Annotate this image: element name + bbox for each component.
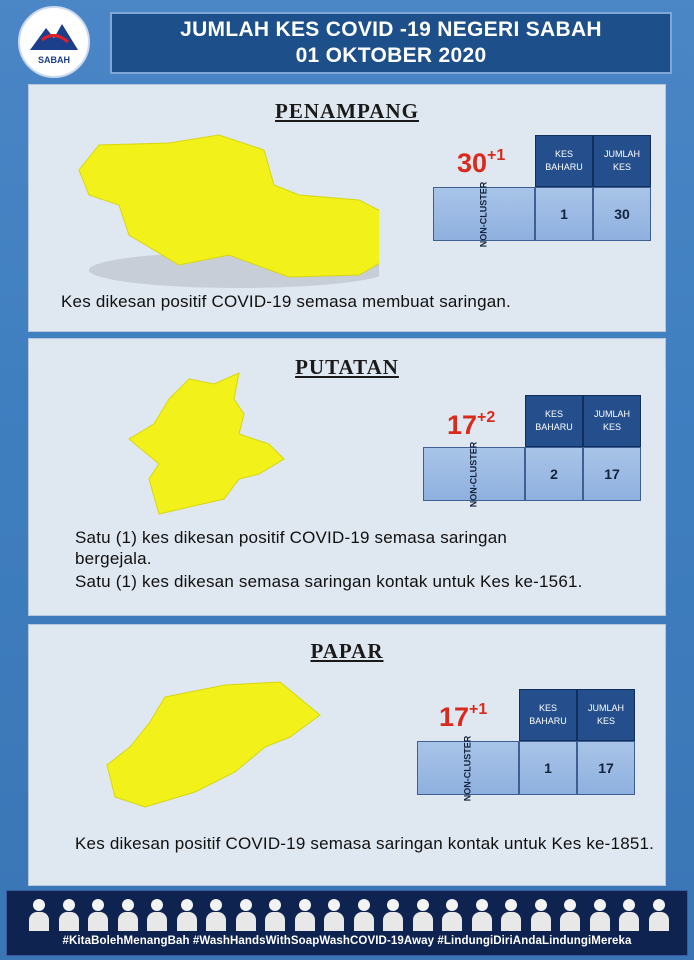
page-header xyxy=(110,12,672,74)
row-label xyxy=(423,441,525,507)
frontliner-figure-icon xyxy=(145,897,167,931)
header-jumlah-kes: JUMLAH KES xyxy=(577,689,635,741)
papar-map xyxy=(105,677,325,827)
increase-value: +1 xyxy=(469,701,488,718)
total-value: 17 xyxy=(439,702,470,732)
district-title: PAPAR xyxy=(310,639,384,663)
frontliner-figure-icon xyxy=(263,897,285,931)
header-kes-baharu: KES BAHARU xyxy=(519,689,577,741)
frontliner-figure-icon xyxy=(352,897,374,931)
district-note: Kes dikesan positif COVID-19 semasa membuat saringan. xyxy=(61,292,511,311)
district-panel-penampang xyxy=(28,84,666,332)
case-table xyxy=(433,135,653,245)
header-jumlah-kes: JUMLAH KES xyxy=(593,135,651,187)
logo-text: SABAH xyxy=(37,54,70,65)
header-jumlah-kes: JUMLAH KES xyxy=(583,395,641,447)
frontliner-figure-icon xyxy=(204,897,226,931)
frontliner-figure-icon xyxy=(86,897,108,931)
frontliner-figure-icon xyxy=(57,897,79,931)
frontliner-figure-icon xyxy=(647,897,669,931)
frontliner-illustrations xyxy=(27,897,669,931)
row-label-text: NON-CLUSTER xyxy=(478,181,489,247)
district-note: Satu (1) kes dikesan semasa saringan kontak untuk Kes ke-1561. xyxy=(75,572,583,591)
row-label-text: NON-CLUSTER xyxy=(468,441,479,507)
frontliner-figure-icon xyxy=(588,897,610,931)
frontliner-figure-icon xyxy=(617,897,639,931)
frontliner-figure-icon xyxy=(175,897,197,931)
row-label-text: NON-CLUSTER xyxy=(462,735,473,801)
header-kes-baharu: KES BAHARU xyxy=(525,395,583,447)
footer-banner xyxy=(6,890,688,956)
cumulative-value: 17 xyxy=(583,447,641,501)
frontliner-figure-icon xyxy=(234,897,256,931)
increase-value: +1 xyxy=(487,147,506,164)
frontliner-figure-icon xyxy=(470,897,492,931)
frontliner-figure-icon xyxy=(558,897,580,931)
frontliner-figure-icon xyxy=(529,897,551,931)
total-value: 17 xyxy=(447,410,478,440)
header-title: JUMLAH KES COVID -19 NEGERI SABAH xyxy=(180,18,602,41)
frontliner-figure-icon xyxy=(322,897,344,931)
row-label xyxy=(433,181,535,247)
district-panel-putatan xyxy=(28,338,666,616)
total-value: 30 xyxy=(457,148,488,178)
new-cases-value: 1 xyxy=(535,187,593,241)
district-note: Satu (1) kes dikesan positif COVID-19 semasa saringan bergejala. xyxy=(75,528,508,568)
new-cases-value: 1 xyxy=(519,741,577,795)
district-title: PENAMPANG xyxy=(275,99,419,123)
frontliner-figure-icon xyxy=(27,897,49,931)
frontliner-figure-icon xyxy=(499,897,521,931)
cumulative-value: 17 xyxy=(577,741,635,795)
frontliner-figure-icon xyxy=(116,897,138,931)
case-table xyxy=(417,689,637,799)
putatan-map xyxy=(119,359,299,519)
frontliner-figure-icon xyxy=(440,897,462,931)
header-date: 01 OKTOBER 2020 xyxy=(295,44,487,67)
case-table xyxy=(423,395,643,505)
district-title: PUTATAN xyxy=(295,355,399,379)
hashtags: #KitaBolehMenangBah #WashHandsWithSoapWashCOVID-19Away #LindungiDiriAndaLindungiMereka xyxy=(62,935,632,947)
penampang-map xyxy=(59,125,379,295)
new-cases-value: 2 xyxy=(525,447,583,501)
frontliner-figure-icon xyxy=(293,897,315,931)
cumulative-value: 30 xyxy=(593,187,651,241)
row-label xyxy=(417,735,519,801)
increase-value: +2 xyxy=(477,409,496,426)
mountain-logo-icon xyxy=(28,20,80,54)
header-kes-baharu: KES BAHARU xyxy=(535,135,593,187)
district-panel-papar xyxy=(28,624,666,886)
sabah-logo xyxy=(18,6,90,78)
frontliner-figure-icon xyxy=(411,897,433,931)
frontliner-figure-icon xyxy=(381,897,403,931)
district-note: Kes dikesan positif COVID-19 semasa saringan kontak untuk Kes ke-1851. xyxy=(75,834,655,853)
